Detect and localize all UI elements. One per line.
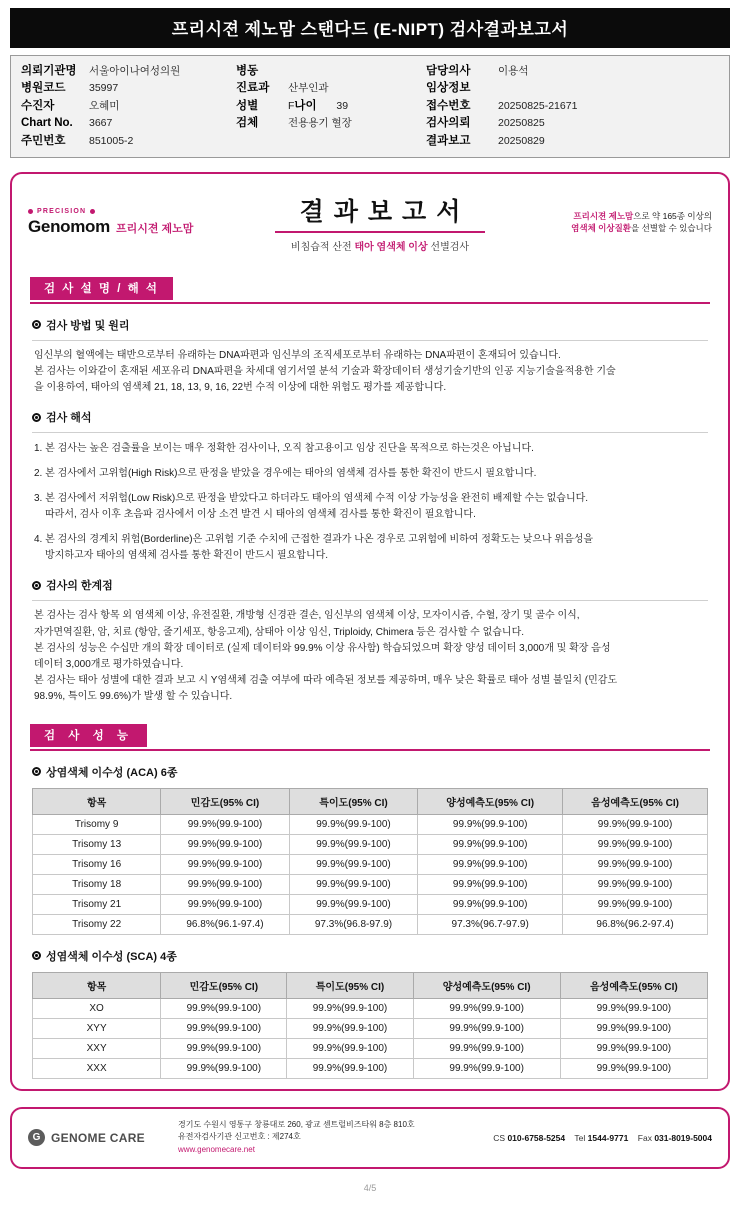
limitations-line-5: 본 검사는 태아 성별에 대한 결과 보고 시 Y염색체 검출 여부에 따라 예측된 정보를 제공하며, 매우 낮은 확률로 태아 성별 불일치 (민감도 [34, 675, 618, 687]
info-value-resident-no: 851005-2 [89, 134, 134, 147]
cell-npv: 99.9%(99.9-100) [560, 1018, 707, 1038]
report-title: 결과보고서 [299, 197, 471, 226]
info-value-doctor: 이용석 [498, 65, 529, 77]
cell-sensitivity: 99.9%(99.9-100) [161, 1018, 287, 1038]
cell-sensitivity: 99.9%(99.9-100) [161, 998, 287, 1018]
interpretation-item-2-line-1 [34, 466, 706, 482]
divider-limitations [32, 600, 708, 601]
interpretation-item-3-line-2: 따라서, 검사 이후 초음파 검사에서 이상 소견 발견 시 태아의 염색체 검사를 통한 확진이 필요합니다. [45, 509, 476, 521]
footer-address-line-1: 경기도 수원시 영통구 창룡대로 260, 광교 센트럴비즈타워 8층 810호 [178, 1119, 415, 1129]
table-row [33, 1058, 708, 1078]
footer-address-line-2: 유전자검사기관 신고번호 : 제274호 [178, 1132, 301, 1142]
report-title-block [223, 192, 537, 253]
cell-sensitivity: 99.9%(99.9-100) [161, 894, 290, 914]
info-row-accession-no [426, 99, 686, 113]
interpretation-item-3-line-1 [34, 491, 706, 507]
info-label-institution: 의뢰기관명 [21, 65, 77, 77]
cell-item: XO [33, 998, 161, 1018]
logo-name-korean: 프리시젼 제노맘 [115, 222, 194, 235]
info-row-institution [21, 64, 236, 78]
cell-sensitivity: 99.9%(99.9-100) [161, 814, 290, 834]
table-header-row [33, 788, 708, 814]
cell-specificity: 99.9%(99.9-100) [289, 894, 418, 914]
limitations-line-4: 데이터 3,000개로 평가하였습니다. [34, 659, 184, 670]
logo-name-text: Genomom [28, 216, 110, 236]
info-value-accession-no: 20250825-21671 [498, 99, 578, 112]
col-header-item: 항목 [33, 972, 161, 998]
genome-care-mark-icon: G [28, 1129, 45, 1146]
table-row [33, 998, 708, 1018]
cell-specificity: 99.9%(99.9-100) [289, 874, 418, 894]
info-label-department: 진료과 [236, 82, 270, 95]
cell-ppv: 99.9%(99.9-100) [413, 1018, 560, 1038]
cell-sensitivity: 99.9%(99.9-100) [161, 1038, 287, 1058]
subsection-method [32, 317, 708, 333]
report-card-header [12, 174, 728, 267]
table-row [33, 914, 708, 934]
limitations-line-6: 98.9%, 특이도 99.6%)가 발생 할 수 있습니다. [34, 691, 233, 703]
cell-sensitivity: 99.9%(99.9-100) [161, 1058, 287, 1078]
cell-item: Trisomy 18 [33, 874, 161, 894]
genomom-logo [28, 208, 223, 237]
subsection-aca-label: 상염색체 이수성 (ACA) 6종 [46, 766, 178, 779]
cell-item: Trisomy 13 [33, 834, 161, 854]
cell-specificity: 99.9%(99.9-100) [287, 1018, 413, 1038]
patient-info-column-3 [426, 64, 686, 148]
report-note-line2-rest: 을 선별할 수 있습니다 [631, 223, 712, 234]
report-subtitle [223, 238, 537, 253]
footer-tel-label: Tel [574, 1132, 586, 1143]
info-value-institution: 서울아이나여성의원 [89, 65, 181, 77]
interpretation-item-4-line-2: 방지하고자 태아의 염색체 검사를 통한 확진이 반드시 필요합니다. [45, 550, 329, 562]
cell-specificity: 97.3%(96.8-97.9) [289, 914, 418, 934]
table-row [33, 874, 708, 894]
subsection-sca-label: 성염색체 이수성 (SCA) 4종 [46, 950, 177, 963]
cell-specificity: 99.9%(99.9-100) [287, 1038, 413, 1058]
interpretation-item-3-num: 3. [34, 493, 43, 505]
report-note-line1-rest: 으로 약 165종 이상의 [633, 211, 712, 222]
report-card [10, 172, 730, 1091]
method-line-3: 을 이용하여, 태아의 염색체 21, 18, 13, 9, 16, 22번 수적 이상에 대한 위험도 평가를 제공합니다. [34, 382, 447, 394]
cell-item: Trisomy 16 [33, 854, 161, 874]
footer-contact [493, 1133, 712, 1143]
info-row-request-date [426, 116, 686, 130]
interpretation-item-4-line-1 [34, 532, 706, 548]
paragraph-limitations [34, 608, 706, 705]
report-subtitle-highlight: 태아 염색체 이상 [354, 241, 428, 253]
cell-npv: 99.9%(99.9-100) [563, 834, 708, 854]
title-underline [275, 231, 485, 233]
table-row [33, 1018, 708, 1038]
col-header-npv: 음성예측도(95% CI) [563, 788, 708, 814]
interpretation-item-4-text: 본 검사의 경계치 위험(Borderline)은 고위험 기준 수치에 근접한 결과가 나온 경우로 고위험에 비하여 정확도는 낮으나 위음성을 [45, 534, 594, 546]
logo-precision-text: PRECISION [37, 207, 87, 215]
section-title-explanation: 검 사 설 명 / 해 석 [30, 277, 173, 300]
info-value-sex: F [288, 99, 295, 112]
info-value-specimen: 전용용기 혈장 [288, 117, 352, 130]
footer-cs-label: CS [493, 1132, 506, 1143]
info-row-specimen [236, 116, 426, 130]
paragraph-method [34, 348, 706, 397]
interpretation-item-1-num: 1. [34, 443, 43, 455]
info-value-patient-name: 오혜미 [89, 99, 120, 112]
genome-care-name: GENOME CARE [51, 1130, 145, 1145]
dot-right-icon [90, 209, 95, 214]
cell-specificity: 99.9%(99.9-100) [289, 814, 418, 834]
info-row-clinical-info [426, 81, 686, 95]
info-label-patient-name: 수진자 [21, 99, 55, 112]
cell-specificity: 99.9%(99.9-100) [287, 998, 413, 1018]
interpretation-list [34, 441, 706, 564]
section-header-explanation [30, 277, 710, 304]
info-label-resident-no: 주민번호 [21, 134, 66, 147]
cell-ppv: 99.9%(99.9-100) [413, 998, 560, 1018]
table-row [33, 1038, 708, 1058]
cell-ppv: 99.9%(99.9-100) [418, 874, 563, 894]
info-label-report-date: 결과보고 [426, 134, 471, 147]
subsection-interpretation-label: 검사 해석 [46, 412, 92, 425]
table-header-row [33, 972, 708, 998]
info-row-hospital-code [21, 81, 236, 95]
page-title: 프리시젼 제노맘 스탠다드 (E-NIPT) 검사결과보고서 [10, 8, 730, 48]
patient-info-column-2 [236, 64, 426, 148]
footer-website-link[interactable]: www.genomecare.net [178, 1145, 255, 1155]
info-row-sex-age [236, 99, 426, 113]
cell-sensitivity: 96.8%(96.1-97.4) [161, 914, 290, 934]
info-value-report-date: 20250829 [498, 134, 545, 147]
info-value-department: 산부인과 [288, 82, 329, 95]
method-line-2: 본 검사는 이와같이 혼재된 세포유리 DNA파편을 차세대 염기서열 분석 기술과 확장데이터 생성기술기반의 인공 지능기술을적용한 기술 [34, 366, 616, 378]
section-header-performance [30, 724, 710, 751]
interpretation-item-2-num: 2. [34, 468, 43, 480]
interpretation-item-3-text: 본 검사에서 저위험(Low Risk)으로 판정을 받았다고 하더라도 태아의 염색체 수적 이상 가능성을 완전히 배제할 수는 없습니다. [45, 493, 589, 505]
info-row-department [236, 81, 426, 95]
cell-item: XXY [33, 1038, 161, 1058]
cell-npv: 99.9%(99.9-100) [563, 874, 708, 894]
limitations-line-2: 자가면역질환, 암, 치료 (항암, 줄기세포, 항응고제), 삼태아 이상 임신, Triploidy, Chimera 등은 검사할 수 없습니다. [34, 626, 525, 638]
report-note [537, 210, 712, 235]
cell-specificity: 99.9%(99.9-100) [289, 834, 418, 854]
col-header-item: 항목 [33, 788, 161, 814]
interpretation-item-1-line-1 [34, 441, 706, 457]
cell-item: Trisomy 9 [33, 814, 161, 834]
cell-item: Trisomy 21 [33, 894, 161, 914]
footer-fax-label: Fax [637, 1132, 652, 1143]
cell-ppv: 99.9%(99.9-100) [418, 834, 563, 854]
subsection-aca [32, 764, 708, 780]
cell-ppv: 99.9%(99.9-100) [418, 894, 563, 914]
cell-npv: 99.9%(99.9-100) [563, 854, 708, 874]
table-row [33, 894, 708, 914]
col-header-sensitivity: 민감도(95% CI) [161, 788, 290, 814]
divider-interpretation [32, 432, 708, 433]
cell-ppv: 99.9%(99.9-100) [418, 814, 563, 834]
table-row [33, 834, 708, 854]
info-value-age: 39 [336, 99, 349, 112]
cell-sensitivity: 99.9%(99.9-100) [161, 834, 290, 854]
table-row [33, 854, 708, 874]
subsection-limitations-label: 검사의 한계점 [46, 580, 113, 593]
limitations-line-1: 본 검사는 검사 항목 외 염색체 이상, 유전질환, 개방형 신경관 결손, 임신부의 염색체 이상, 모자이시즘, 수혈, 장기 및 골수 이식, [34, 610, 580, 622]
cell-npv: 99.9%(99.9-100) [560, 1038, 707, 1058]
cell-item: XYY [33, 1018, 161, 1038]
section-title-performance: 검 사 성 능 [30, 724, 147, 747]
cell-ppv: 99.9%(99.9-100) [413, 1038, 560, 1058]
performance-table-aca [32, 788, 708, 935]
cell-specificity: 99.9%(99.9-100) [287, 1058, 413, 1078]
table-wrap-sca [32, 972, 708, 1079]
interpretation-item-2-text: 본 검사에서 고위험(High Risk)으로 판정을 받았을 경우에는 태아의 염색체 검사를 통한 확진이 반드시 필요합니다. [45, 468, 537, 480]
col-header-ppv: 양성예측도(95% CI) [418, 788, 563, 814]
performance-table-sca [32, 972, 708, 1079]
dot-left-icon [28, 209, 33, 214]
list-item [34, 441, 706, 457]
report-note-highlight: 염색체 이상질환 [571, 223, 631, 234]
footer-address [178, 1119, 493, 1157]
bullet-icon [32, 581, 41, 590]
bullet-icon [32, 413, 41, 422]
table-wrap-aca [32, 788, 708, 935]
footer-tel-value: 1544-9771 [587, 1132, 629, 1143]
report-subtitle-suffix: 선별검사 [427, 241, 470, 253]
patient-info-box [10, 55, 730, 158]
report-subtitle-prefix: 비침습적 산전 [290, 241, 355, 253]
report-note-line-1 [537, 210, 712, 222]
subsection-sca [32, 948, 708, 964]
info-row-resident-no [21, 134, 236, 148]
cell-sensitivity: 99.9%(99.9-100) [161, 854, 290, 874]
report-note-line-2 [537, 222, 712, 234]
cell-ppv: 99.9%(99.9-100) [418, 854, 563, 874]
genome-care-logo [28, 1129, 178, 1146]
footer-cs-value: 010-6758-5254 [507, 1132, 566, 1143]
divider-method [32, 340, 708, 341]
info-label-hospital-code: 병원코드 [21, 82, 66, 95]
info-row-ward [236, 64, 426, 78]
patient-info-column-1 [21, 64, 236, 148]
subsection-interpretation [32, 409, 708, 425]
cell-npv: 99.9%(99.9-100) [560, 998, 707, 1018]
cell-npv: 96.8%(96.2-97.4) [563, 914, 708, 934]
info-value-request-date: 20250825 [498, 117, 545, 130]
info-row-patient-name [21, 99, 236, 113]
col-header-specificity: 특이도(95% CI) [289, 788, 418, 814]
cell-item: XXX [33, 1058, 161, 1078]
col-header-ppv: 양성예측도(95% CI) [413, 972, 560, 998]
cell-sensitivity: 99.9%(99.9-100) [161, 874, 290, 894]
footer-card [10, 1107, 730, 1169]
footer-fax-value: 031-8019-5004 [654, 1132, 712, 1143]
info-label-doctor: 담당의사 [426, 65, 471, 77]
cell-specificity: 99.9%(99.9-100) [289, 854, 418, 874]
interpretation-item-1-text: 본 검사는 높은 검출률을 보이는 매우 정확한 검사이나, 오직 참고용이고 임상 진단을 목적으로 하는것은 아닙니다. [45, 443, 534, 455]
info-row-doctor [426, 64, 686, 78]
info-label-sex: 성별 [236, 99, 259, 112]
info-seg-age [294, 99, 348, 113]
subsection-limitations [32, 577, 708, 593]
logo-precision-badge [28, 208, 223, 215]
info-label-age: 나이 [294, 99, 317, 112]
bullet-icon [32, 320, 41, 329]
list-item [34, 532, 706, 564]
cell-npv: 99.9%(99.9-100) [560, 1058, 707, 1078]
table-row [33, 814, 708, 834]
interpretation-item-4-num: 4. [34, 534, 43, 546]
col-header-sensitivity: 민감도(95% CI) [161, 972, 287, 998]
info-value-chart-no: 3667 [89, 117, 113, 130]
list-item [34, 491, 706, 523]
info-row-report-date [426, 134, 686, 148]
info-label-clinical-info: 임상정보 [426, 82, 471, 95]
info-seg-sex [236, 99, 294, 113]
info-label-request-date: 검사의뢰 [426, 117, 471, 130]
report-note-brand: 프리시젼 제노맘 [573, 211, 634, 222]
bullet-icon [32, 951, 41, 960]
col-header-specificity: 특이도(95% CI) [287, 972, 413, 998]
page-number: 4/5 [363, 1182, 377, 1193]
info-label-accession-no: 접수번호 [426, 99, 471, 112]
cell-npv: 99.9%(99.9-100) [563, 814, 708, 834]
method-line-1: 임신부의 혈액에는 태반으로부터 유래하는 DNA파편과 임신부의 조직세포로부터 유래하는 DNA파편이 혼재되어 있습니다. [34, 349, 561, 361]
limitations-line-3: 본 검사의 성능은 수십만 개의 확장 데이터로 (실제 데이터와 99.9% 이상 유사함) 학습되었으며 확장 양성 데이터 3,000개 및 확장 음성 [34, 642, 611, 654]
info-value-hospital-code: 35997 [89, 82, 119, 95]
col-header-npv: 음성예측도(95% CI) [560, 972, 707, 998]
list-item [34, 466, 706, 482]
cell-item: Trisomy 22 [33, 914, 161, 934]
cell-ppv: 97.3%(96.7-97.9) [418, 914, 563, 934]
bullet-icon [32, 767, 41, 776]
info-label-chart-no: Chart No. [21, 117, 73, 130]
info-row-chart-no [21, 116, 236, 130]
subsection-method-label: 검사 방법 및 원리 [46, 319, 130, 332]
info-label-ward: 병동 [236, 65, 259, 77]
cell-ppv: 99.9%(99.9-100) [413, 1058, 560, 1078]
cell-npv: 99.9%(99.9-100) [563, 894, 708, 914]
logo-main [28, 217, 223, 237]
info-label-specimen: 검체 [236, 117, 259, 130]
